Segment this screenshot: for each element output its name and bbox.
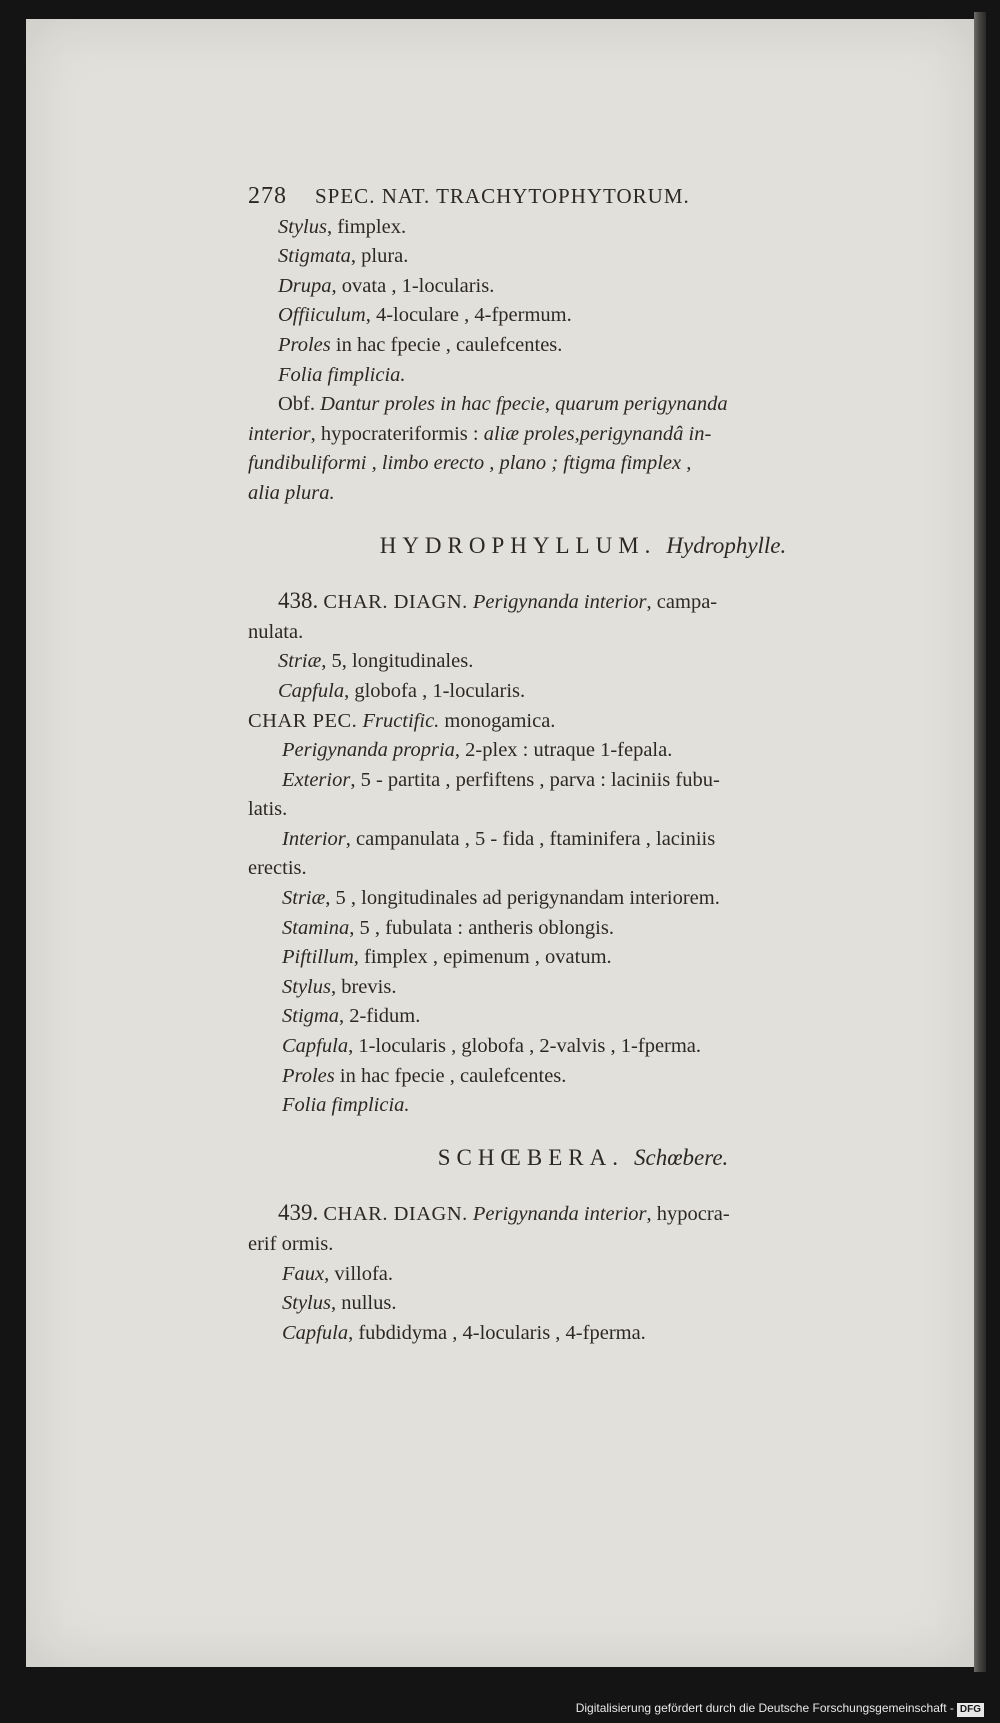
genus-heading bbox=[248, 531, 888, 561]
text-line: CHAR PEC. Fructific. monogamica. bbox=[248, 709, 556, 732]
entry-heading: 439. CHAR. DIAGN. Perigynanda interior, hypocra- bbox=[278, 1200, 730, 1226]
text-line: erif ormis. bbox=[248, 1233, 334, 1255]
text-line: erectis. bbox=[248, 857, 307, 880]
text-line: Interior, campanulata , 5 - fida , ftaminifera , laciniis bbox=[282, 827, 716, 850]
text-line: Stylus, brevis. bbox=[282, 975, 397, 998]
text-line: Capfula, 1-locularis , globofa , 2-valvis , 1-fperma. bbox=[282, 1035, 702, 1058]
genus-common-name: Schœbere. bbox=[633, 1144, 729, 1170]
text-line: Stylus, fimplex. bbox=[278, 215, 407, 238]
text-line: Proles in hac fpecie , caulefcentes. bbox=[278, 333, 563, 356]
text-line: Folia fimplicia. bbox=[282, 1094, 410, 1117]
page-text bbox=[248, 182, 888, 1348]
text-line: Offiiculum, 4-loculare , 4-fpermum. bbox=[278, 304, 572, 327]
text-line: latis. bbox=[248, 798, 288, 821]
genus-common-name: Hydrophylle. bbox=[666, 532, 787, 558]
running-header bbox=[248, 182, 888, 212]
observation-line: fundibuliformi , limbo erecto , plano ; ftigma fimplex , bbox=[248, 452, 692, 475]
text-line: Striæ, 5 , longitudinales ad perigynandam interiorem. bbox=[282, 887, 720, 910]
page-edge bbox=[974, 12, 986, 1672]
text-line: Stigmata, plura. bbox=[278, 245, 409, 268]
digitization-footer bbox=[0, 1698, 984, 1718]
text-line: Striæ, 5, longitudinales. bbox=[278, 650, 474, 673]
observation-line: alia plura. bbox=[248, 481, 335, 504]
page-number: 278 bbox=[248, 183, 287, 209]
text-line: Perigynanda propria, 2-plex : utraque 1-fepala. bbox=[282, 739, 673, 762]
footer-text: Digitalisierung gefördert durch die Deutsche Forschungsgemeinschaft - bbox=[575, 1701, 954, 1715]
text-line: Drupa, ovata , 1-locularis. bbox=[278, 274, 495, 297]
text-line: Proles in hac fpecie , caulefcentes. bbox=[282, 1064, 567, 1087]
genus-name: SCHŒBERA. bbox=[437, 1144, 624, 1170]
running-head: SPEC. NAT. TRACHYTOPHYTORUM. bbox=[315, 184, 690, 208]
text-line: Faux, villofa. bbox=[282, 1262, 394, 1285]
text-line: Stigma, 2-fidum. bbox=[282, 1005, 421, 1028]
text-line: Stylus, nullus. bbox=[282, 1292, 397, 1315]
entry-heading: 438. CHAR. DIAGN. Perigynanda interior, campa- bbox=[278, 588, 718, 614]
text-line: nulata. bbox=[248, 620, 304, 643]
text-line: Piftillum, fimplex , epimenum , ovatum. bbox=[282, 946, 612, 969]
genus-name: HYDROPHYLLUM. bbox=[379, 532, 657, 558]
text-line: Capfula, globofa , 1-locularis. bbox=[278, 679, 526, 702]
text-line: Exterior, 5 - partita , perfiftens , parva : laciniis fubu- bbox=[282, 768, 720, 791]
dfg-logo: DFG bbox=[957, 1703, 984, 1717]
observation-line: Obf. Dantur proles in hac fpecie, quarum perigynanda bbox=[278, 393, 728, 416]
genus-heading bbox=[248, 1143, 888, 1173]
text-line: Stamina, 5 , fubulata : antheris oblongis. bbox=[282, 916, 614, 939]
observation-line: interior, hypocrateriformis : aliæ proles,perigynandâ in- bbox=[248, 422, 712, 445]
text-line: Folia fimplicia. bbox=[278, 363, 406, 386]
text-line: Capfula, fubdidyma , 4-locularis , 4-fperma. bbox=[282, 1321, 646, 1344]
